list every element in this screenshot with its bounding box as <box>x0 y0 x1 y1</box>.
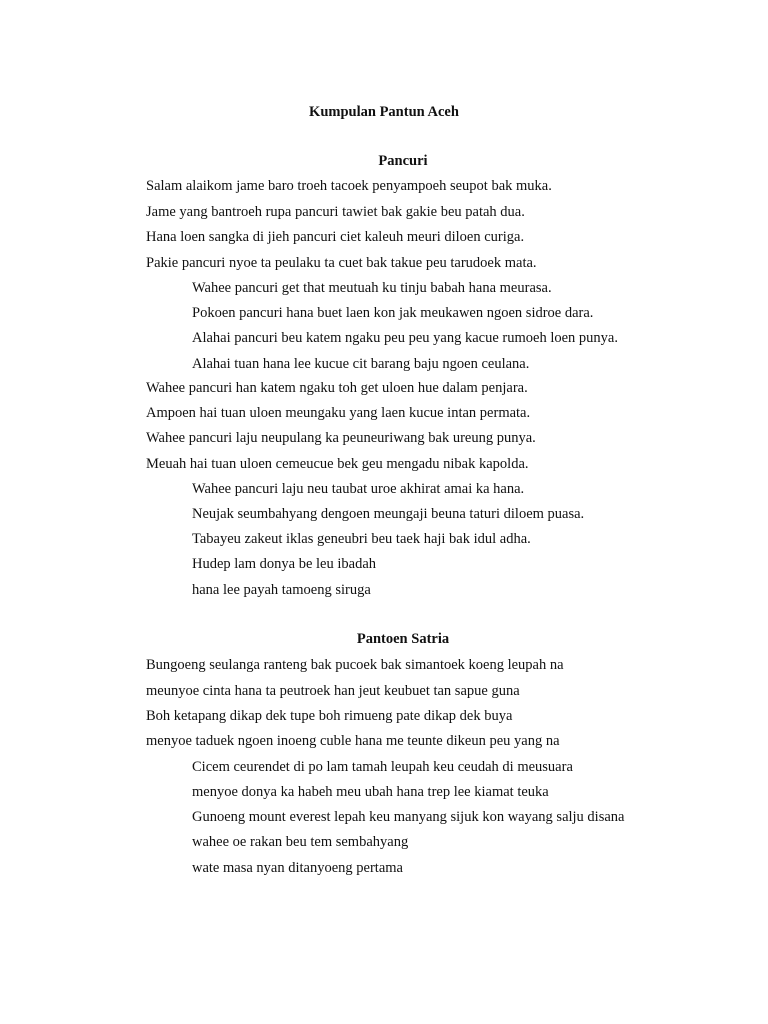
pantun-line: wate masa nyan ditanyoeng pertama <box>192 860 403 876</box>
pantun-line: Hana loen sangka di jieh pancuri ciet kaleuh meuri diloen curiga. <box>146 229 525 245</box>
pantun-line: hana lee payah tamoeng siruga <box>192 582 371 598</box>
pantun-line: Wahee pancuri laju neu taubat uroe akhirat amai ka hana. <box>192 481 525 497</box>
pantun-line: Gunoeng mount everest lepah keu manyang sijuk kon wayang salju disana <box>192 809 625 825</box>
pantun-line: Neujak seumbahyang dengoen meungaji beuna taturi diloem puasa. <box>192 506 585 522</box>
section-title-pancuri: Pancuri <box>378 153 428 169</box>
pantun-line: Hudep lam donya be leu ibadah <box>192 556 377 572</box>
pantun-line: Cicem ceurendet di po lam tamah leupah keu ceudah di meusuara <box>192 759 573 775</box>
pantun-line: Wahee pancuri get that meutuah ku tinju babah hana meurasa. <box>192 280 552 296</box>
pantun-line: Wahee pancuri laju neupulang ka peuneuriwang bak ureung punya. <box>146 430 536 446</box>
pantun-line: Alahai tuan hana lee kucue cit barang baju ngoen ceulana. <box>192 356 530 372</box>
pantun-line: Salam alaikom jame baro troeh tacoek penyampoeh seupot bak muka. <box>146 178 552 194</box>
pantun-line: Bungoeng seulanga ranteng bak pucoek bak simantoek koeng leupah na <box>146 657 564 673</box>
pantun-line: Tabayeu zakeut iklas geneubri beu taek haji bak idul adha. <box>192 531 531 547</box>
pantun-line: Ampoen hai tuan uloen meungaku yang laen kucue intan permata. <box>146 405 531 421</box>
pantun-line: Meuah hai tuan uloen cemeucue bek geu mengadu nibak kapolda. <box>146 456 529 472</box>
pantun-line: meunyoe cinta hana ta peutroek han jeut keubuet tan sapue guna <box>146 683 520 699</box>
pantun-line: Wahee pancuri han katem ngaku toh get uloen hue dalam penjara. <box>146 380 528 396</box>
pantun-line: Pokoen pancuri hana buet laen kon jak meukawen ngoen sidroe dara. <box>192 305 594 321</box>
document-title: Kumpulan Pantun Aceh <box>309 104 459 120</box>
pantun-line: wahee oe rakan beu tem sembahyang <box>192 834 409 850</box>
section-title-pantoen-satria: Pantoen Satria <box>356 631 450 647</box>
pantun-line: Pakie pancuri nyoe ta peulaku ta cuet bak takue peu tarudoek mata. <box>146 255 537 271</box>
pantun-line: Boh ketapang dikap dek tupe boh rimueng pate dikap dek buya <box>146 708 513 724</box>
pantun-line: menyoe donya ka habeh meu ubah hana trep lee kiamat teuka <box>192 784 549 800</box>
pantun-line: Jame yang bantroeh rupa pancuri tawiet bak gakie beu patah dua. <box>146 204 525 220</box>
pantun-line: menyoe taduek ngoen inoeng cuble hana me teunte dikeun peu yang na <box>146 733 560 749</box>
pantun-line: Alahai pancuri beu katem ngaku peu peu yang kacue rumoeh loen punya. <box>192 330 618 346</box>
